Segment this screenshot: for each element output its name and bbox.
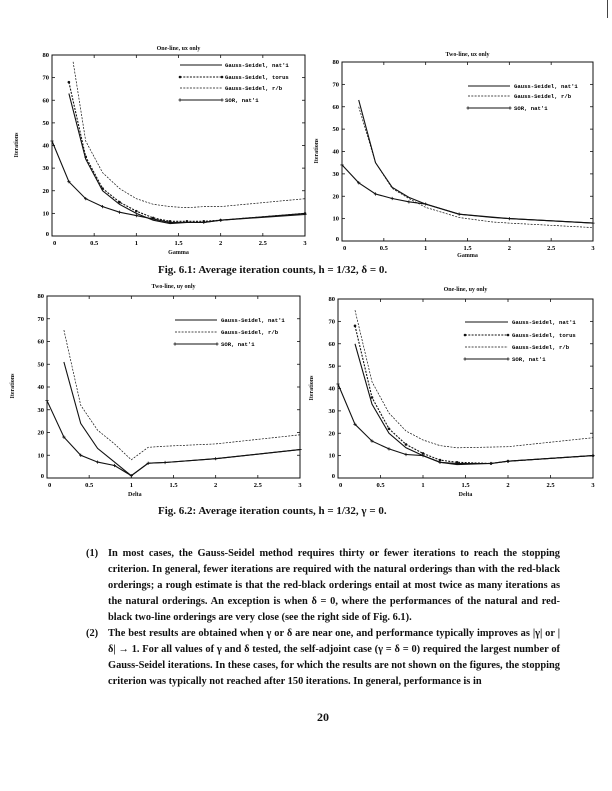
y-tick-label: 70 xyxy=(332,81,339,89)
x-tick-label: 2.5 xyxy=(546,482,555,489)
y-tick-label: 10 xyxy=(328,452,335,460)
list-item-number: (1) xyxy=(86,548,99,559)
data-point-marker xyxy=(68,81,71,84)
x-tick-label: 0.5 xyxy=(379,245,388,252)
data-point-marker xyxy=(118,211,121,214)
y-tick-label: 40 xyxy=(328,385,335,393)
chart4-xlabel: Delta xyxy=(458,492,473,498)
figure-6-2-caption: Fig. 6.2: Average iteration counts, h = 1/32, γ = 0. xyxy=(158,505,387,517)
legend-label: Gauss-Seidel, nat'1 xyxy=(225,62,289,69)
y-tick-label: 60 xyxy=(37,338,44,346)
x-tick-label: 1.5 xyxy=(461,482,470,489)
legend-marker xyxy=(178,98,181,101)
legend-marker xyxy=(506,357,509,360)
legend-marker xyxy=(221,76,224,79)
legend-marker xyxy=(508,106,511,109)
legend-label: Gauss-Seidel, r/b xyxy=(514,93,572,100)
chart2-title: Two-line, ux only xyxy=(445,52,490,58)
legend-label: Gauss-Seidel, r/b xyxy=(225,85,283,92)
y-tick-label: 20 xyxy=(37,429,44,437)
legend-label: Gauss-Seidel, nat'1 xyxy=(514,83,578,90)
legend-label: Gauss-Seidel, nat'1 xyxy=(221,317,285,324)
legend-marker xyxy=(507,334,510,337)
data-point-marker xyxy=(391,197,394,200)
chart3-xlabel: Delta xyxy=(128,492,142,498)
x-tick-label: 2.5 xyxy=(547,245,556,252)
y-tick-label: 50 xyxy=(328,363,335,371)
y-tick-label: 70 xyxy=(42,74,49,82)
x-tick-label: 3 xyxy=(303,240,307,247)
chart3-plot xyxy=(37,293,302,489)
data-point-marker xyxy=(298,448,301,451)
data-point-marker xyxy=(591,454,594,457)
chart2-xlabel: Gamma xyxy=(457,253,478,259)
x-tick-label: 2.5 xyxy=(258,240,267,247)
x-tick-label: 3 xyxy=(591,482,595,489)
data-point-marker xyxy=(50,139,53,142)
legend-label: Gauss-Seidel, torus xyxy=(512,332,576,339)
data-point-marker xyxy=(101,205,104,208)
data-point-marker xyxy=(163,461,166,464)
data-point-marker xyxy=(101,187,104,190)
chart2-plot xyxy=(332,59,595,252)
data-point-marker xyxy=(458,213,461,216)
y-tick-label: 10 xyxy=(37,452,44,460)
y-tick-label: 40 xyxy=(332,148,339,156)
x-tick-label: 0 xyxy=(339,482,343,489)
chart1-xlabel: Gamma xyxy=(168,250,189,256)
list-item-text: In most cases, the Gauss-Seidel method requires thirty or fewer iterations to reach the stopping criterion. In general, fewer iterations are required with the natural orderings than with the red-black orderings; a rough estimate is that the red-black orderings entail at most twice as many iterations as the natural orderings. An exception is when δ = 0, where the performances of the natural and red-black two-line orderings are very close (see the right side of Fig. 6.1). xyxy=(108,548,560,623)
legend-label: Gauss-Seidel, torus xyxy=(225,74,289,81)
page-edge-mark xyxy=(607,0,608,18)
data-point-marker xyxy=(489,462,492,465)
data-point-marker xyxy=(214,457,217,460)
x-tick-label: 2 xyxy=(506,482,510,489)
series-line-3 xyxy=(73,62,305,208)
y-tick-label: 30 xyxy=(332,170,339,178)
y-tick-label: 0 xyxy=(335,236,339,243)
y-tick-label: 20 xyxy=(332,193,339,201)
y-tick-label: 80 xyxy=(328,296,335,303)
y-tick-label: 0 xyxy=(331,473,335,480)
chart3-title: Two-line, uy only xyxy=(151,284,196,290)
data-point-marker xyxy=(118,201,121,204)
legend-label: SOR, nat'1 xyxy=(512,356,546,363)
x-tick-label: 1 xyxy=(129,482,133,489)
legend-label: Gauss-Seidel, r/b xyxy=(512,344,570,351)
y-tick-label: 0 xyxy=(45,231,49,238)
y-tick-label: 60 xyxy=(332,103,339,111)
list-item-2 xyxy=(86,626,560,690)
series-line-3 xyxy=(47,401,300,476)
x-tick-label: 2 xyxy=(219,240,223,247)
chart1-ylabel: Iterations xyxy=(14,132,20,158)
legend-marker xyxy=(466,106,469,109)
figure-6-1-caption: Fig. 6.1: Average iteration counts, h = 1/32, δ = 0. xyxy=(158,264,388,276)
y-tick-label: 30 xyxy=(42,165,49,173)
y-tick-label: 40 xyxy=(37,384,44,391)
y-tick-label: 80 xyxy=(42,52,49,59)
x-tick-label: 2.5 xyxy=(253,482,262,489)
list-item-number: (2) xyxy=(86,628,99,639)
data-point-marker xyxy=(219,219,222,222)
x-tick-label: 1 xyxy=(424,245,428,252)
data-point-marker xyxy=(135,214,138,217)
series-line-3 xyxy=(355,310,593,448)
y-tick-label: 10 xyxy=(42,210,49,218)
legend-label: Gauss-Seidel, nat'1 xyxy=(512,319,576,326)
chart3-ylabel: Iterations xyxy=(10,373,16,399)
x-tick-label: 3 xyxy=(298,482,302,489)
data-point-marker xyxy=(388,427,391,430)
x-tick-label: 0.5 xyxy=(376,482,385,489)
chart1-title: One-line, ux only xyxy=(156,46,201,52)
y-tick-label: 30 xyxy=(328,407,335,415)
y-tick-label: 80 xyxy=(37,293,44,300)
data-point-marker xyxy=(407,200,410,203)
y-tick-label: 40 xyxy=(42,142,49,150)
x-tick-label: 1 xyxy=(421,482,425,489)
data-point-marker xyxy=(404,453,407,456)
legend-marker xyxy=(173,342,176,345)
y-tick-label: 50 xyxy=(37,361,44,369)
y-tick-label: 50 xyxy=(42,119,49,127)
body-text xyxy=(86,546,560,725)
x-tick-label: 0 xyxy=(53,240,57,247)
data-point-marker xyxy=(591,222,594,225)
chart4-plot xyxy=(328,296,595,489)
legend-label: SOR, nat'1 xyxy=(514,105,548,112)
series-line-4 xyxy=(52,141,305,222)
series-line-1 xyxy=(355,344,593,465)
series-line-1 xyxy=(64,362,300,476)
data-point-marker xyxy=(45,399,48,402)
x-tick-label: 2 xyxy=(214,482,218,489)
x-tick-label: 2 xyxy=(507,245,511,252)
legend-marker xyxy=(464,334,467,337)
y-tick-label: 70 xyxy=(328,318,335,326)
chart4-ylabel: Iterations xyxy=(309,375,315,401)
list-item-text: The best results are obtained when γ or δ are near one, and performance typically improves as |γ| or |δ| → 1. For all values of γ and δ tested, the self-adjoint case (γ = δ = 0) required the largest number of Gauss-Seidel iterations. In these cases, for which the results are not shown on the figures, the stopping criterion was typically not reached after 150 iterations. In general, performance is in xyxy=(108,628,560,687)
data-point-marker xyxy=(371,396,374,399)
data-point-marker xyxy=(96,460,99,463)
series-line-2 xyxy=(64,330,300,460)
y-tick-label: 20 xyxy=(328,430,335,438)
x-tick-label: 0.5 xyxy=(90,240,99,247)
data-point-marker xyxy=(84,156,87,159)
x-tick-label: 0 xyxy=(48,482,52,489)
series-line-4 xyxy=(338,384,593,464)
x-tick-label: 1.5 xyxy=(169,482,178,489)
legend-marker xyxy=(463,357,466,360)
series-line-2 xyxy=(359,107,593,228)
plot-frame xyxy=(52,55,305,236)
page-number: 20 xyxy=(317,710,329,724)
list-item-1 xyxy=(86,546,560,626)
y-tick-label: 0 xyxy=(40,473,44,480)
x-tick-label: 0 xyxy=(343,245,347,252)
legend-marker xyxy=(215,342,218,345)
data-point-marker xyxy=(405,443,408,446)
series-line-1 xyxy=(359,100,593,223)
series-line-2 xyxy=(69,82,305,221)
data-point-marker xyxy=(508,217,511,220)
y-tick-label: 30 xyxy=(37,406,44,414)
legend-marker xyxy=(220,98,223,101)
x-tick-label: 3 xyxy=(591,245,595,252)
legend-label: Gauss-Seidel, r/b xyxy=(221,329,279,336)
data-point-marker xyxy=(506,460,509,463)
x-tick-label: 1 xyxy=(134,240,138,247)
series-line-1 xyxy=(69,94,305,224)
legend-marker xyxy=(179,76,182,79)
y-tick-label: 10 xyxy=(332,215,339,223)
y-tick-label: 60 xyxy=(42,97,49,105)
data-point-marker xyxy=(336,382,339,385)
chart4-title: One-line, uy only xyxy=(443,287,488,293)
y-tick-label: 60 xyxy=(328,340,335,348)
y-tick-label: 80 xyxy=(332,59,339,66)
y-tick-label: 20 xyxy=(42,187,49,195)
series-line-3 xyxy=(342,165,593,223)
y-tick-label: 50 xyxy=(332,126,339,134)
chart1-plot xyxy=(42,52,307,247)
legend-label: SOR, nat'1 xyxy=(221,341,255,348)
y-tick-label: 70 xyxy=(37,315,44,323)
data-point-marker xyxy=(438,461,441,464)
data-point-marker xyxy=(135,210,138,213)
x-tick-label: 1.5 xyxy=(463,245,472,252)
data-point-marker xyxy=(424,202,427,205)
legend-label: SOR, nat'1 xyxy=(225,97,259,104)
data-point-marker xyxy=(354,325,357,328)
chart2-ylabel: Iterations xyxy=(314,138,320,164)
x-tick-label: 0.5 xyxy=(85,482,94,489)
x-tick-label: 1.5 xyxy=(174,240,183,247)
